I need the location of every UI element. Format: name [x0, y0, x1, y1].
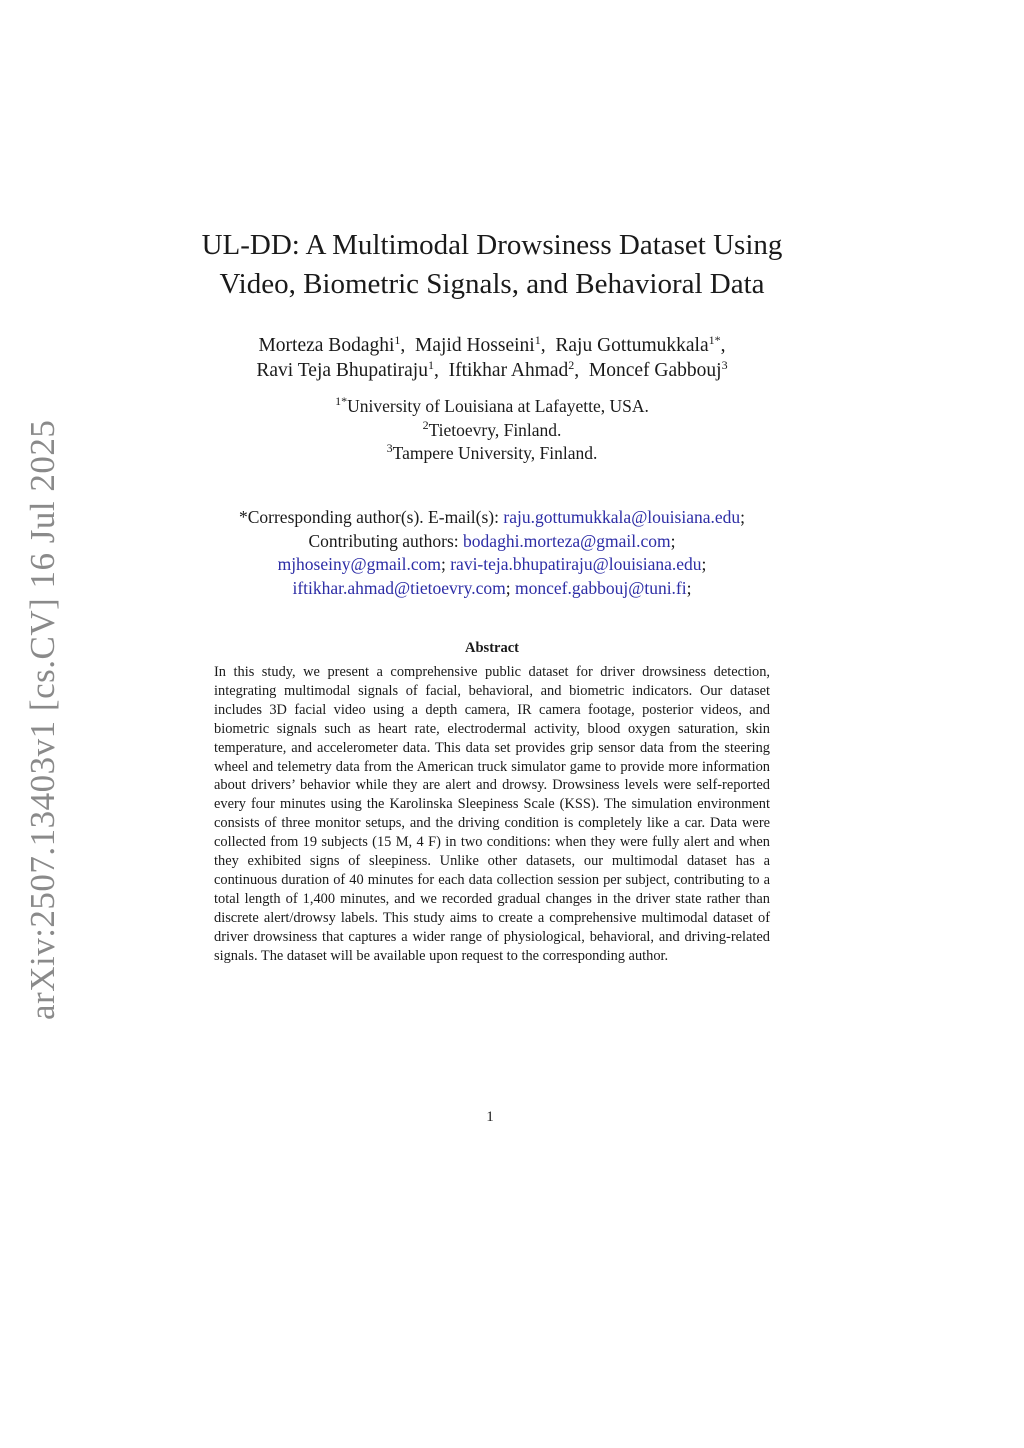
- author-name: Morteza Bodaghi: [258, 335, 395, 356]
- affiliation-mark: 2: [422, 417, 429, 432]
- author: [589, 360, 728, 381]
- abstract-heading: Abstract: [465, 640, 519, 656]
- author-line-2: Ravi Teja Bhupatiraju$^1$, Iftikhar Ahmad$^2$, Moncef Gabbouj$^3$: [256, 358, 728, 381]
- correspondence-line-2: Contributing authors: bodaghi.morteza@gmail.com;: [308, 530, 676, 551]
- affiliation: [190, 442, 794, 466]
- affiliation-text: Tampere University, Finland.: [392, 443, 598, 463]
- contributing-authors-label: Contributing authors:: [308, 530, 464, 551]
- author-name: Moncef Gabbouj: [588, 360, 722, 381]
- title-line-2: Video, Biometric Signals, and Behavioral Data: [219, 268, 765, 300]
- correspondence-block: [150, 506, 834, 600]
- correspondence-line-1: *Corresponding author(s). E-mail(s): raju.gottumukkala@louisiana.edu;: [238, 507, 746, 527]
- author-line-1: Morteza Bodaghi$^1$, Majid Hosseini$^1$, Raju Gottumukkala$^{1*}$,: [258, 333, 726, 356]
- author-name: Majid Hosseini: [415, 335, 535, 356]
- arxiv-identifier-stamp: arXiv:2507.13403v1 [cs.CV] 16 Jul 2025: [23, 419, 62, 1020]
- author-affiliation-mark: 3: [721, 358, 728, 372]
- contributing-email-link[interactable]: mjhoseiny@gmail.com: [277, 554, 441, 574]
- affiliation-text: University of Louisiana at Lafayette, USA.: [347, 396, 649, 416]
- author-affiliation-mark: 1*: [708, 333, 721, 347]
- contributing-email-link[interactable]: bodaghi.morteza@gmail.com: [463, 530, 671, 551]
- paper-title: [150, 226, 834, 304]
- author-affiliation-mark: 1: [427, 358, 434, 372]
- author: [415, 335, 541, 356]
- affiliation-mark: 1*: [335, 394, 348, 408]
- contributing-email-link[interactable]: moncef.gabbouj@tuni.fi: [514, 577, 687, 598]
- affiliation: [190, 395, 794, 419]
- author: [555, 335, 720, 356]
- author: [258, 335, 400, 356]
- author: [256, 360, 434, 381]
- contributing-email-link[interactable]: iftikhar.ahmad@tietoevry.com: [292, 577, 506, 598]
- corresponding-email-link[interactable]: raju.gottumukkala@louisiana.edu: [503, 507, 741, 527]
- author-name: Raju Gottumukkala: [555, 335, 709, 356]
- contributing-email-link[interactable]: ravi-teja.bhupatiraju@louisiana.edu: [450, 554, 702, 574]
- correspondence-line-4: iftikhar.ahmad@tietoevry.com; moncef.gabbouj@tuni.fi;: [292, 577, 692, 598]
- author: [449, 360, 575, 381]
- author-name: Ravi Teja Bhupatiraju: [256, 360, 428, 381]
- page-number: 1: [486, 1109, 494, 1125]
- author-affiliation-mark: 1: [394, 333, 401, 347]
- abstract-text: In this study, we present a comprehensive public dataset for driver drowsiness detection, integrating multimodal signals of facial, behavioral, and biometric indicators. Our dataset includes 3D facial video using a depth camera, IR camera footage, posterior videos, and biometric signals such as heart rate, electrodermal activity, blood oxygen saturation, skin temperature, and accelerometer data. This data set provides grip sensor data from the steering wheel and telemetry data from the American truck simulator game to provide more information about drivers’ behavior while they are alert and drowsy. Drowsiness levels were self-reported every four minutes using the Karolinska Sleepiness Scale (KSS). The simulation environment consists of three monitor setups, and the driving condition is completely like a car. Data were collected from 19 subjects (15 M, 4 F) in two conditions: when they were fully alert and when they exhibited signs of sleepiness. Unlike other datasets, our multimodal dataset has a continuous duration of 40 minutes for each data collection session per subject, contributing to a total length of 1,400 minutes, and we recorded gradual changes in the driver state rather than discrete alert/drowsy labels. This study aims to create a comprehensive multimodal dataset of driver drowsiness that captures a wider range of physiological, behavioral, and driving-related signals. The dataset will be available upon request to the corresponding author.: [214, 664, 770, 964]
- correspondence-line-3: mjhoseiny@gmail.com; ravi-teja.bhupatiraju@louisiana.edu;: [277, 554, 707, 574]
- title-line-1: UL-DD: A Multimodal Drowsiness Dataset Using: [201, 229, 783, 261]
- author-name: Iftikhar Ahmad: [448, 360, 569, 381]
- affiliation-list: [190, 395, 794, 466]
- affiliation: [190, 419, 794, 443]
- author-affiliation-mark: 1: [534, 333, 541, 347]
- corresponding-author-label: *Corresponding author(s). E-mail(s):: [238, 507, 504, 527]
- author-list: [140, 333, 844, 383]
- affiliation-mark: 3: [386, 441, 393, 455]
- affiliation-text: Tietoevry, Finland.: [428, 419, 562, 440]
- author-affiliation-mark: 2: [568, 358, 575, 372]
